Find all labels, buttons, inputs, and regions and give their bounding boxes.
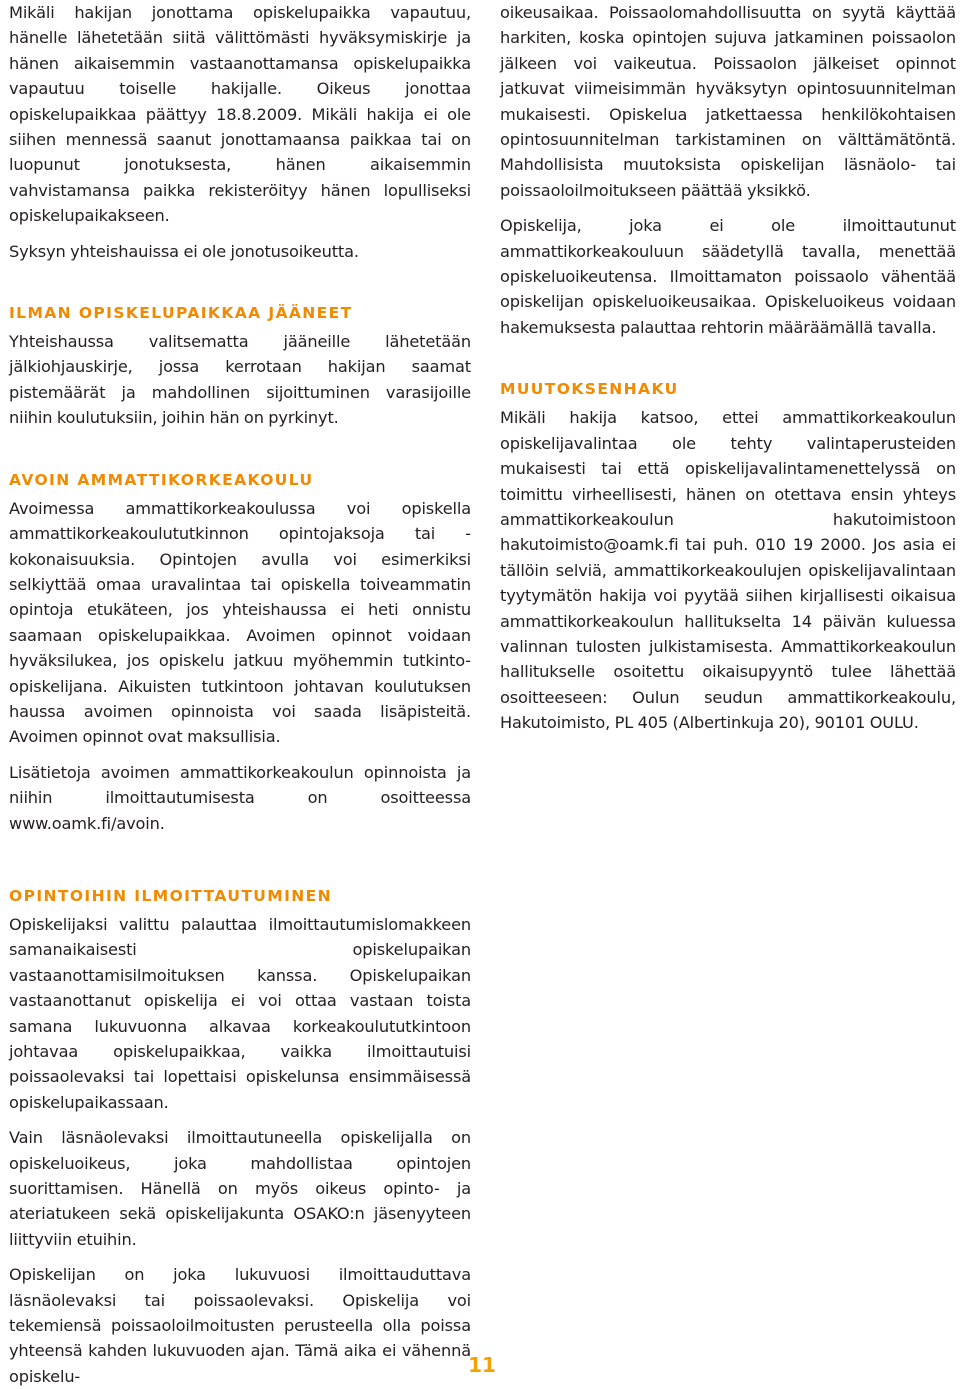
paragraph-registration-3: Opiskelijan on joka lukuvuosi ilmoittauduttava läsnäolevaksi tai poissaolevaksi. Opiskelija voi tekemiensä poissaoloilmoitusten perusteella olla poissa yhteensä kahden lukuvuoden ajan. Tämä aika ei vähennä opiskelu-	[9, 1265, 471, 1386]
paragraph-open-uas-1: Avoimessa ammattikorkeakoulussa voi opiskella ammattikorkeakoulututkinnon opintojaksoja tai -kokonaisuuksia. Opintojen avulla voi esimerkiksi selkiyttää omaa uravalintaa tai opiskella toiveammatin opintoja etukäteen, jos yhteishaussa ei heti onnistu saamaan opiskelupaikkaa. Avoimen opinnot voidaan hyväksilukea, jos opiskelu jatkuu myöhemmin tutkinto-opiskelijana. Aikuisten tutkintoon johtavan koulutuksen haussa avoimen opinnoista voi saada lisäpisteitä. Avoimen opinnot ovat maksullisia.	[9, 498, 471, 747]
paragraph-appeal: Mikäli hakija katsoo, ettei ammattikorkeakoulun opiskelijavalintaa ole tehty valintaperusteiden mukaisesti tai että opiskelijavalintamenettelyssä on toimittu virheellisesti, hänen on otettava ensin yhteys ammattikorkeakoulun hakutoimistoon hakutoimisto@oamk.fi tai puh. 010 19 2000. Jos asia ei tällöin selviä, ammattikorkeakoulujen opiskelijavalintaan tyytymätön hakija voi pyytää siihen kirjallisesti oikaisua ammattikorkeakoulun hallitukselta 14 päivän kuluessa valinnan tulosten julkistamisesta. Ammattikorkeakoulun hallitukselle osoitettu oikaisupyyntö tulee lähettää osoitteeseen: Oulun seudun ammattikorkeakoulu, Hakutoimisto, PL 405 (Albertinkuja 20), 90101 OULU.	[500, 408, 956, 733]
heading-without-place: ILMAN OPISKELUPAIKKAA JÄÄNEET	[9, 304, 353, 323]
paragraph-waitlist: Mikäli hakijan jonottama opiskelupaikka vapautuu, hänelle lähetetään siitä välittömästi hyväksymiskirje ja hänen aikaisemmin vastaanottamansa opiskelupaikka vapautuu toiselle hakijalle. Oikeus jonottaa opiskelupaikkaa päättyy 18.8.2009. Mikäli hakija ei ole siihen mennessä saanut jonottamaansa paikkaa tai on luopunut jonotuksesta, hänen aikaisemmin vahvistamansa paikka rekisteröityy hänen lopulliseksi opiskelupaikakseen.	[9, 3, 471, 226]
paragraph-unregistered: Opiskelija, joka ei ole ilmoittautunut ammattikorkeakouluun säädetyllä tavalla, menettää opiskeluoikeutensa. Ilmoittamaton poissaolo vähentää opiskelijan opiskeluoikeusaikaa. Opiskeluoikeus voidaan hakemuksesta palauttaa rehtorin määräämällä tavalla.	[500, 216, 956, 337]
right-column	[500, 0, 956, 736]
paragraph-registration-1: Opiskelijaksi valittu palauttaa ilmoittautumislomakkeen samanaikaisesti opiskelupaikan vastaanottamisilmoituksen kanssa. Opiskelupaikan vastaanottanut opiskelija ei voi ottaa vastaan toista samana lukuvuonna alkavaa korkeakoulututkintoon johtavaa opiskelupaikkaa, vaikka ilmoittautuisi poissaolevaksi tai lopettaisi opiskelunsa ensimmäisessä opiskelupaikassaan.	[9, 914, 471, 1112]
paragraph-registration-2: Vain läsnäolevaksi ilmoittautuneella opiskelijalla on opiskeluoikeus, joka mahdollistaa opintojen suorittamisen. Hänellä on myös oikeus opinto- ja ateriatukeen sekä opiskelijakunta OSAKO:n jäsenyyteen liittyviin etuihin.	[9, 1128, 471, 1249]
paragraph-without-place: Yhteishaussa valitsematta jääneille lähetetään jälkiohjauskirje, jossa kerrotaan hakijan saamat pistemäärät ja mahdollinen sijoittuminen varasijoille niihin koulutuksiin, joihin hän on pyrkinyt.	[9, 332, 471, 428]
paragraph-autumn-no-waitlist: Syksyn yhteishauissa ei ole jonotusoikeutta.	[9, 241, 359, 261]
paragraph-absence-continued: oikeusaikaa. Poissaolomahdollisuutta on syytä käyttää harkiten, koska opintojen sujuva jatkaminen poissaolon jälkeen voi vaikeutua. Poissaolon jälkeiset opinnot jatkuvat viimeisimmän hyväksytyn opintosuunnitelman mukaisesti. Opiskelua jatkettaessa henkilökohtaisen opintosuunnitelman tarkistaminen on välttämätöntä. Mahdollisista muutoksista opiskelijan läsnäolo- tai poissaoloilmoitukseen päättää yksikkö.	[500, 3, 956, 200]
heading-open-uas: AVOIN AMMATTIKORKEAKOULU	[9, 470, 314, 489]
heading-appeal: MUUTOKSENHAKU	[500, 380, 679, 399]
page-number: 11	[468, 1353, 496, 1377]
heading-registration: OPINTOIHIN ILMOITTAUTUMINEN	[9, 886, 332, 905]
paragraph-open-uas-2: Lisätietoja avoimen ammattikorkeakoulun opinnoista ja niihin ilmoittautumisesta on osoitteessa www.oamk.fi/avoin.	[9, 762, 471, 833]
left-column	[9, 0, 471, 1389]
